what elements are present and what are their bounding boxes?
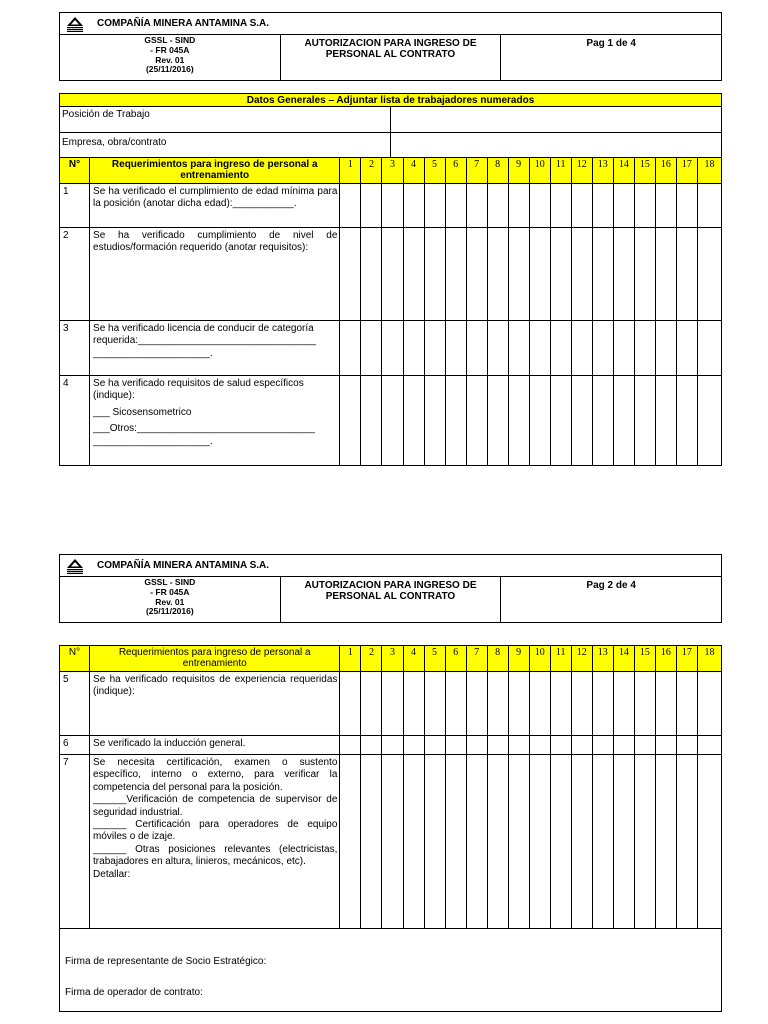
- company-contract-label: Empresa, obra/contrato: [60, 133, 391, 158]
- worker-check-cell[interactable]: [529, 184, 550, 228]
- worker-check-cell[interactable]: [508, 672, 529, 736]
- worker-check-cell[interactable]: [613, 228, 634, 321]
- requirement-text: Se verificado la inducción general.: [90, 736, 340, 755]
- document-title: AUTORIZACION PARA INGRESO DE PERSONAL AL CONTRATO: [280, 35, 501, 81]
- worker-check-cell[interactable]: [613, 672, 634, 736]
- worker-check-cell[interactable]: [445, 228, 466, 321]
- worker-column-header: 14: [613, 646, 634, 672]
- worker-column-header: 3: [382, 158, 403, 184]
- requirement-text: Se ha verificado cumplimiento de nivel de estudios/formación requerido (anotar requisitos):: [90, 228, 340, 321]
- worker-check-cell[interactable]: [487, 321, 508, 376]
- worker-check-cell[interactable]: [508, 228, 529, 321]
- requirement-row-5: [60, 672, 722, 736]
- number-column-header: N°: [60, 646, 90, 672]
- worker-check-cell[interactable]: [508, 755, 529, 929]
- company-contract-field[interactable]: [391, 133, 722, 158]
- worker-check-cell[interactable]: [697, 755, 721, 929]
- worker-column-header: 18: [697, 158, 721, 184]
- worker-check-cell[interactable]: [403, 228, 424, 321]
- antamina-mountain-logo-icon: [66, 558, 84, 574]
- worker-column-header: 7: [466, 158, 487, 184]
- worker-column-header: 13: [592, 158, 613, 184]
- document-code: GSSL - SIND - FR 045A Rev. 01 (25/11/2016): [60, 577, 281, 623]
- worker-check-cell[interactable]: [487, 228, 508, 321]
- worker-column-header: 16: [655, 646, 676, 672]
- worker-check-cell[interactable]: [697, 184, 721, 228]
- worker-check-cell[interactable]: [571, 376, 592, 466]
- worker-check-cell[interactable]: [634, 376, 655, 466]
- requirements-header-row: [60, 646, 722, 672]
- worker-check-cell[interactable]: [382, 321, 403, 376]
- worker-check-cell[interactable]: [424, 228, 445, 321]
- worker-column-header: 9: [508, 646, 529, 672]
- antamina-mountain-logo-icon: [66, 16, 84, 32]
- worker-check-cell[interactable]: [571, 184, 592, 228]
- worker-column-header: 4: [403, 646, 424, 672]
- worker-check-cell[interactable]: [445, 184, 466, 228]
- worker-check-cell[interactable]: [508, 376, 529, 466]
- worker-column-header: 11: [550, 158, 571, 184]
- worker-check-cell[interactable]: [361, 376, 382, 466]
- worker-check-cell[interactable]: [403, 672, 424, 736]
- worker-column-header: 4: [403, 158, 424, 184]
- worker-check-cell[interactable]: [487, 672, 508, 736]
- worker-check-cell[interactable]: [571, 672, 592, 736]
- worker-check-cell[interactable]: [466, 755, 487, 929]
- requirements-table-2: [59, 645, 722, 929]
- worker-check-cell[interactable]: [403, 184, 424, 228]
- worker-column-header: 15: [634, 158, 655, 184]
- worker-check-cell[interactable]: [445, 672, 466, 736]
- requirement-number: 1: [60, 184, 90, 228]
- worker-check-cell[interactable]: [676, 321, 697, 376]
- operator-signature-label: Firma de operador de contrato:: [65, 987, 203, 998]
- worker-column-header: 2: [361, 646, 382, 672]
- worker-check-cell[interactable]: [340, 755, 361, 929]
- worker-check-cell[interactable]: [424, 736, 445, 755]
- worker-column-header: 15: [634, 646, 655, 672]
- requirement-text: Se ha verificado el cumplimiento de edad mínima para la posición (anotar dicha edad):___________.: [90, 184, 340, 228]
- worker-check-cell[interactable]: [445, 755, 466, 929]
- worker-check-cell[interactable]: [382, 755, 403, 929]
- worker-check-cell[interactable]: [361, 736, 382, 755]
- worker-check-cell[interactable]: [571, 321, 592, 376]
- worker-check-cell[interactable]: [571, 228, 592, 321]
- worker-check-cell[interactable]: [613, 755, 634, 929]
- worker-check-cell[interactable]: [340, 376, 361, 466]
- page-number: Pag 2 de 4: [501, 577, 722, 623]
- worker-check-cell[interactable]: [361, 672, 382, 736]
- worker-check-cell[interactable]: [676, 228, 697, 321]
- company-row: [60, 555, 722, 577]
- form-page-1: [59, 12, 722, 447]
- worker-check-cell[interactable]: [676, 755, 697, 929]
- worker-check-cell[interactable]: [634, 672, 655, 736]
- worker-check-cell[interactable]: [592, 672, 613, 736]
- worker-column-header: 2: [361, 158, 382, 184]
- worker-column-header: 17: [676, 646, 697, 672]
- worker-check-cell[interactable]: [403, 321, 424, 376]
- worker-check-cell[interactable]: [529, 376, 550, 466]
- worker-check-cell[interactable]: [592, 184, 613, 228]
- worker-check-cell[interactable]: [550, 321, 571, 376]
- worker-check-cell[interactable]: [529, 736, 550, 755]
- worker-check-cell[interactable]: [697, 672, 721, 736]
- worker-check-cell[interactable]: [550, 184, 571, 228]
- requirement-number: 5: [60, 672, 90, 736]
- worker-column-header: 12: [571, 646, 592, 672]
- worker-check-cell[interactable]: [550, 736, 571, 755]
- worker-check-cell[interactable]: [403, 376, 424, 466]
- partner-signature-label: Firma de representante de Socio Estratégico:: [65, 956, 267, 967]
- worker-column-header: 3: [382, 646, 403, 672]
- worker-check-cell[interactable]: [529, 755, 550, 929]
- company-row: [60, 13, 722, 35]
- worker-check-cell[interactable]: [592, 736, 613, 755]
- position-field[interactable]: [391, 107, 722, 133]
- worker-check-cell[interactable]: [466, 321, 487, 376]
- worker-column-header: 5: [424, 646, 445, 672]
- worker-check-cell[interactable]: [697, 321, 721, 376]
- number-column-header: N°: [60, 158, 90, 184]
- worker-column-header: 16: [655, 158, 676, 184]
- worker-check-cell[interactable]: [676, 184, 697, 228]
- worker-check-cell[interactable]: [424, 321, 445, 376]
- worker-check-cell[interactable]: [634, 321, 655, 376]
- worker-check-cell[interactable]: [655, 755, 676, 929]
- worker-column-header: 10: [529, 158, 550, 184]
- worker-column-header: 9: [508, 158, 529, 184]
- worker-check-cell[interactable]: [529, 228, 550, 321]
- worker-check-cell[interactable]: [529, 672, 550, 736]
- worker-check-cell[interactable]: [613, 184, 634, 228]
- worker-check-cell[interactable]: [655, 376, 676, 466]
- worker-check-cell[interactable]: [487, 755, 508, 929]
- worker-check-cell[interactable]: [445, 321, 466, 376]
- worker-check-cell[interactable]: [340, 228, 361, 321]
- worker-check-cell[interactable]: [487, 376, 508, 466]
- worker-check-cell[interactable]: [529, 321, 550, 376]
- requirement-number: 6: [60, 736, 90, 755]
- worker-check-cell[interactable]: [571, 755, 592, 929]
- requirement-row-6: [60, 736, 722, 755]
- worker-check-cell[interactable]: [550, 672, 571, 736]
- worker-check-cell[interactable]: [382, 736, 403, 755]
- worker-check-cell[interactable]: [340, 321, 361, 376]
- requirement-text: Se ha verificado requisitos de experiencia requeridas (indique):: [90, 672, 340, 736]
- worker-check-cell[interactable]: [655, 321, 676, 376]
- worker-column-header: 7: [466, 646, 487, 672]
- worker-check-cell[interactable]: [697, 376, 721, 466]
- worker-check-cell[interactable]: [466, 672, 487, 736]
- worker-check-cell[interactable]: [487, 184, 508, 228]
- worker-column-header: 17: [676, 158, 697, 184]
- worker-check-cell[interactable]: [550, 376, 571, 466]
- worker-check-cell[interactable]: [676, 376, 697, 466]
- worker-check-cell[interactable]: [613, 736, 634, 755]
- worker-column-header: 11: [550, 646, 571, 672]
- worker-check-cell[interactable]: [508, 184, 529, 228]
- requirement-number: 4: [60, 376, 90, 466]
- worker-check-cell[interactable]: [550, 755, 571, 929]
- worker-check-cell[interactable]: [697, 736, 721, 755]
- worker-check-cell[interactable]: [382, 228, 403, 321]
- worker-check-cell[interactable]: [424, 376, 445, 466]
- worker-check-cell[interactable]: [382, 184, 403, 228]
- worker-column-header: 1: [340, 158, 361, 184]
- form-header: [59, 554, 722, 623]
- worker-check-cell[interactable]: [634, 184, 655, 228]
- requirements-table-1: [59, 157, 722, 466]
- form-page-2: [59, 554, 722, 998]
- worker-check-cell[interactable]: [466, 184, 487, 228]
- worker-column-header: 14: [613, 158, 634, 184]
- worker-check-cell[interactable]: [697, 228, 721, 321]
- requirement-text: Se ha verificado requisitos de salud específicos (indique): ___ Sicosensometrico ___Otros:________________________________ _____________________.: [90, 376, 340, 466]
- company-name: COMPAÑÍA MINERA ANTAMINA S.A.: [97, 560, 270, 571]
- requirement-row-2: [60, 228, 722, 321]
- worker-check-cell[interactable]: [613, 376, 634, 466]
- worker-check-cell[interactable]: [466, 228, 487, 321]
- worker-column-header: 6: [445, 158, 466, 184]
- worker-check-cell[interactable]: [655, 736, 676, 755]
- company-name: COMPAÑÍA MINERA ANTAMINA S.A.: [97, 18, 270, 29]
- worker-check-cell[interactable]: [361, 184, 382, 228]
- worker-check-cell[interactable]: [424, 184, 445, 228]
- requirement-number: 3: [60, 321, 90, 376]
- worker-column-header: 8: [487, 646, 508, 672]
- requirements-column-header: Requerimientos para ingreso de personal a entrenamiento: [90, 158, 340, 184]
- worker-check-cell[interactable]: [655, 672, 676, 736]
- worker-check-cell[interactable]: [361, 755, 382, 929]
- worker-check-cell[interactable]: [424, 672, 445, 736]
- worker-check-cell[interactable]: [424, 755, 445, 929]
- worker-column-header: 13: [592, 646, 613, 672]
- worker-check-cell[interactable]: [655, 228, 676, 321]
- worker-column-header: 6: [445, 646, 466, 672]
- worker-check-cell[interactable]: [676, 736, 697, 755]
- worker-check-cell[interactable]: [445, 736, 466, 755]
- worker-check-cell[interactable]: [592, 228, 613, 321]
- worker-check-cell[interactable]: [487, 736, 508, 755]
- worker-check-cell[interactable]: [508, 321, 529, 376]
- worker-check-cell[interactable]: [571, 736, 592, 755]
- worker-check-cell[interactable]: [634, 736, 655, 755]
- worker-check-cell[interactable]: [613, 321, 634, 376]
- document-code: GSSL - SIND - FR 045A Rev. 01 (25/11/2016): [60, 35, 281, 81]
- worker-check-cell[interactable]: [655, 184, 676, 228]
- requirement-text: Se ha verificado licencia de conducir de categoría requerida:________________________________ _____________________.: [90, 321, 340, 376]
- general-data-heading: Datos Generales – Adjuntar lista de trabajadores numerados: [60, 94, 722, 107]
- worker-check-cell[interactable]: [592, 321, 613, 376]
- worker-check-cell[interactable]: [382, 672, 403, 736]
- worker-column-header: 1: [340, 646, 361, 672]
- document-title: AUTORIZACION PARA INGRESO DE PERSONAL AL CONTRATO: [280, 577, 501, 623]
- worker-check-cell[interactable]: [466, 376, 487, 466]
- worker-check-cell[interactable]: [403, 736, 424, 755]
- worker-check-cell[interactable]: [340, 672, 361, 736]
- worker-check-cell[interactable]: [508, 736, 529, 755]
- worker-check-cell[interactable]: [382, 376, 403, 466]
- worker-column-header: 5: [424, 158, 445, 184]
- requirement-number: 7: [60, 755, 90, 929]
- worker-check-cell[interactable]: [592, 376, 613, 466]
- worker-check-cell[interactable]: [676, 672, 697, 736]
- requirement-row-7: [60, 755, 722, 929]
- page-number: Pag 1 de 4: [501, 35, 722, 81]
- worker-check-cell[interactable]: [340, 736, 361, 755]
- requirement-row-3: [60, 321, 722, 376]
- requirement-number: 2: [60, 228, 90, 321]
- requirement-row-4: [60, 376, 722, 466]
- worker-column-header: 18: [697, 646, 721, 672]
- worker-check-cell[interactable]: [634, 755, 655, 929]
- worker-check-cell[interactable]: [466, 736, 487, 755]
- signature-block: [59, 925, 722, 1012]
- worker-column-header: 8: [487, 158, 508, 184]
- requirements-header-row: [60, 158, 722, 184]
- requirements-column-header: Requerimientos para ingreso de personal a entrenamiento: [90, 646, 340, 672]
- position-label: Posición de Trabajo: [60, 107, 391, 133]
- worker-check-cell[interactable]: [592, 755, 613, 929]
- worker-column-header: 12: [571, 158, 592, 184]
- requirement-row-1: [60, 184, 722, 228]
- general-data-table: [59, 93, 722, 158]
- form-header: [59, 12, 722, 81]
- requirement-text: Se necesita certificación, examen o sustento específico, interno o externo, para verificar la competencia del personal para la posición. ______Verificación de competencia de supervisor de seguridad industrial. ______ Certificación para operadores de equipo móviles o de izaje. ______ Otras posiciones relevantes (electricistas, trabajadores en altura, linieros, mecánicos, etc). Detallar:: [90, 755, 340, 929]
- worker-column-header: 10: [529, 646, 550, 672]
- worker-check-cell[interactable]: [340, 184, 361, 228]
- worker-check-cell[interactable]: [445, 376, 466, 466]
- worker-check-cell[interactable]: [403, 755, 424, 929]
- worker-check-cell[interactable]: [361, 228, 382, 321]
- worker-check-cell[interactable]: [361, 321, 382, 376]
- worker-check-cell[interactable]: [550, 228, 571, 321]
- worker-check-cell[interactable]: [634, 228, 655, 321]
